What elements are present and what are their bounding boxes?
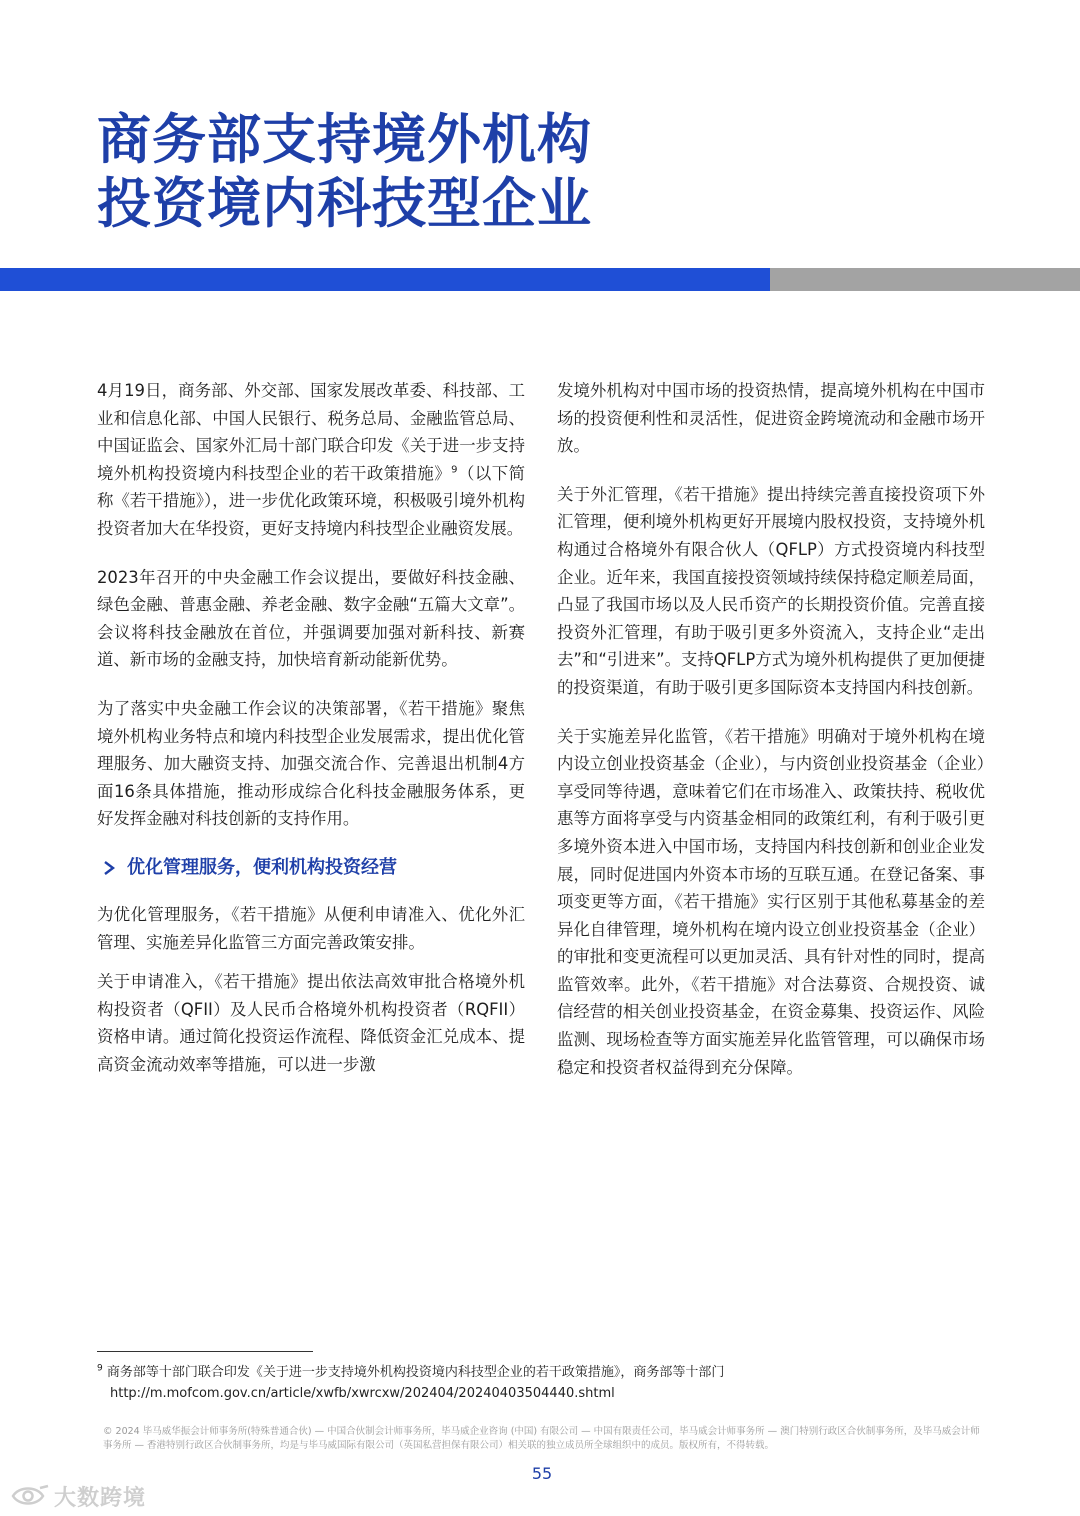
paragraph: 关于申请准入，《若干措施》提出依法高效审批合格境外机构投资者（QFII）及人民币合格境外机构投资者（RQFII）资格申请。通过简化投资运作流程、降低资金汇兑成本、提高资金流动效率等措施，可以进一步激 <box>97 972 525 1074</box>
paragraph: 为了落实中央金融工作会议的决策部署，《若干措施》聚焦境外机构业务特点和境内科技型企业发展需求，提出优化管理服务、加大融资支持、加强交流合作、完善退出机制4方面16条具体措施，推动形成综合化科技金融服务体系，更好发挥金融对科技创新的支持作用。 <box>97 698 525 829</box>
footnote-text: 商务部等十部门联合印发《关于进一步支持境外机构投资境内科技型企业的若干政策措施》，商务部等十部门 <box>106 1365 725 1380</box>
paragraph: 发境外机构对中国市场的投资热情，提高境外机构在中国市场的投资便利性和灵活性，促进资金跨境流动和金融市场开放。 <box>557 381 985 456</box>
page-number: 55 <box>531 1464 553 1483</box>
header-bar-blue <box>0 268 770 291</box>
eye-logo-icon <box>10 1483 50 1509</box>
footnote-link[interactable]: http://m.mofcom.gov.cn/article/xwfb/xwrcxw/202404/20240403504440.shtml <box>110 1386 615 1401</box>
paragraph: 为优化管理服务，《若干措施》从便利申请准入、优化外汇管理、实施差异化监管三方面完善政策安排。 <box>97 904 525 952</box>
footnote-ref[interactable]: 9 <box>451 464 458 476</box>
watermark-text: 大数跨境 <box>54 1485 147 1511</box>
page-title <box>97 108 797 236</box>
footnote-divider <box>97 1351 313 1352</box>
legal-notice: © 2024 毕马威华振会计师事务所(特殊普通合伙) — 中国合伙制会计师事务所，毕马威企业咨询 (中国) 有限公司 — 中国有限责任公司，毕马威会计师事务所 — 澳门特别行政区合伙制事务所，及毕马威会计师事务所 — 香港特别行政区合伙制事务所，均是与毕马威国际有限公司（英国私营担保有限公司）相关联的独立成员所全球组织中的成员。版权所有，不得转载。 <box>103 1426 980 1451</box>
watermark <box>10 1481 146 1511</box>
header-bar-grey <box>770 268 1080 291</box>
paragraph: 关于外汇管理，《若干措施》提出持续完善直接投资项下外汇管理，便利境外机构更好开展境内股权投资，支持境外机构通过合格境外有限合伙人（QFLP）方式投资境内科技型企业。近年来，我国直接投资领域持续保持稳定顺差局面，凸显了我国市场以及人民币资产的长期投资价值。完善直接投资外汇管理，有助于吸引更多外资流入，支持企业“走出去”和“引进来”。支持QFLP方式为境外机构提供了更加便捷的投资渠道，有助于吸引更多国际资本支持国内科技创新。 <box>557 484 985 697</box>
footnote <box>97 1362 997 1404</box>
chevron-right-icon <box>103 861 115 875</box>
paragraph <box>97 377 525 543</box>
subheading-text: 优化管理服务，便利机构投资经营 <box>127 856 397 878</box>
title-line-1: 商务部支持境外机构 <box>97 108 592 171</box>
footnote-number: 9 <box>97 1363 103 1374</box>
paragraph-text: （以下简称《若干措施》），进一步优化政策环境，积极吸引境外机构投资者加大在华投资，更好支持境内科技型企业融资发展。 <box>97 463 526 538</box>
paragraph: 2023年召开的中央金融工作会议提出，要做好科技金融、绿色金融、普惠金融、养老金融、数字金融“五篇大文章”。会议将科技金融放在首位，并强调要加强对新科技、新赛道、新市场的金融支持，加快培育新动能新优势。 <box>97 567 525 670</box>
paragraph-text: 4月19日，商务部、外交部、国家发展改革委、科技部、工业和信息化部、中国人民银行、税务总局、金融监管总局、中国证监会、国家外汇局十部门联合印发《关于进一步支持境外机构投资境内科技型企业的若干政策措施》 <box>97 381 525 483</box>
left-column <box>97 377 525 1099</box>
title-line-2: 投资境内科技型企业 <box>97 172 592 235</box>
right-column <box>557 377 985 1102</box>
paragraph: 关于实施差异化监管，《若干措施》明确对于境外机构在境内设立创业投资基金（企业），与内资创业投资基金（企业）享受同等待遇，意味着它们在市场准入、政策扶持、税收优惠等方面将享受与内资基金相同的政策红利，有利于吸引更多境外资本进入中国市场，支持国内科技创新和创业企业发展，同时促进国内外资本市场的互联互通。在登记备案、事项变更等方面，《若干措施》实行区别于其他私募基金的差异化自律管理，境外机构在境内设立创业投资基金（企业）的审批和变更流程可以更加灵活、具有针对性的同时，提高监管效率。此外，《若干措施》对合法募资、合规投资、诚信经营的相关创业投资基金，在资金募集、投资运作、风险监测、现场检查等方面实施差异化监管管理，可以确保市场稳定和投资者权益得到充分保障。 <box>557 726 985 1077</box>
section-subheading <box>103 854 525 882</box>
